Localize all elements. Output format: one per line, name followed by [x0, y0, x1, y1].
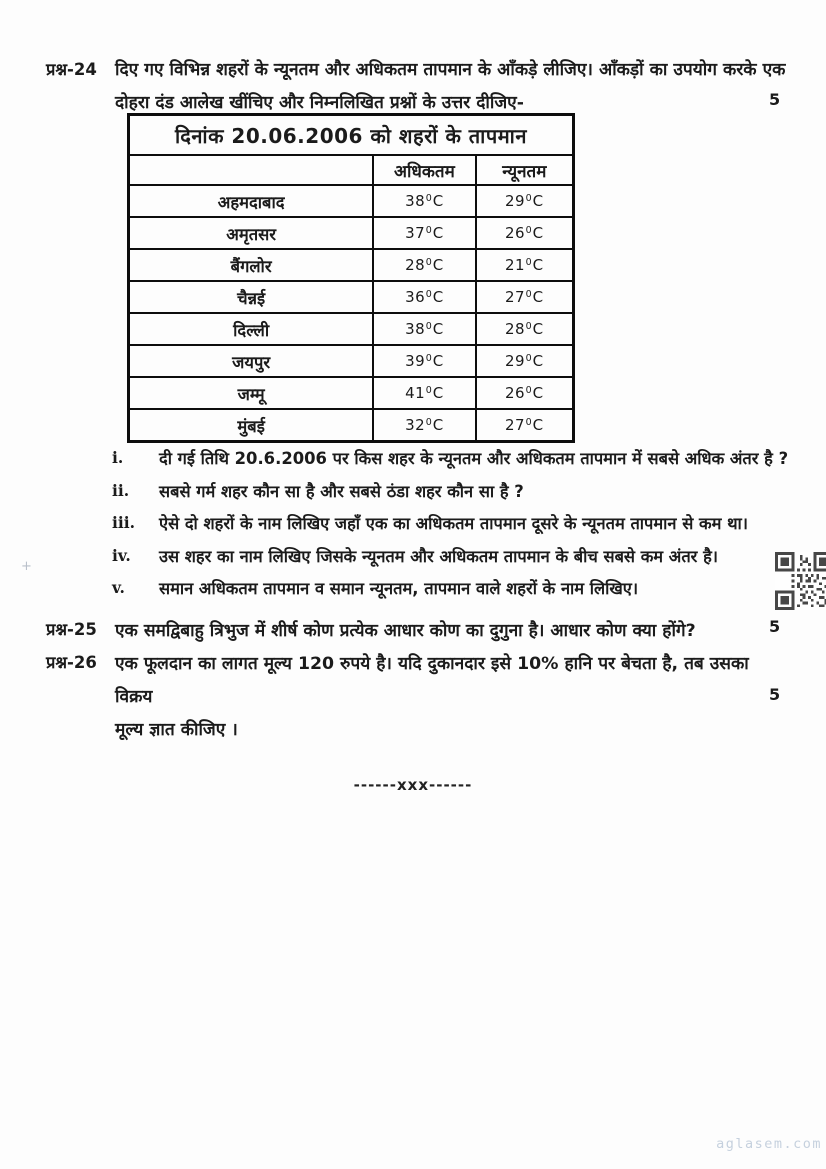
max-temperature-cell: $39^0C$	[373, 345, 475, 377]
question-25-marks: 5	[769, 617, 781, 636]
degree-symbol: 0	[425, 417, 433, 428]
degree-symbol: 0	[425, 353, 433, 364]
sub-question-list	[112, 446, 812, 609]
table-row	[129, 185, 574, 217]
max-temperature-cell: $41^0C$	[373, 377, 475, 409]
min-temperature-cell: $26^0C$	[476, 217, 574, 249]
question-25-label: प्रश्न-25	[46, 620, 97, 639]
sub-question-row	[112, 576, 812, 609]
min-temperature-cell: $29^0C$	[476, 185, 574, 217]
sub-question-text: उस शहर का नाम लिखिए जिसके न्यूनतम और अधिकतम तापमान के बीच सबसे कम अंतर है।	[159, 546, 719, 566]
question-26-marks: 5	[769, 685, 781, 704]
min-temperature-cell: $29^0C$	[476, 345, 574, 377]
question-24-text	[115, 54, 807, 120]
temperature-table-container	[127, 113, 575, 443]
question-26-label: प्रश्न-26	[46, 653, 97, 672]
column-header-minimum: न्यूनतम	[476, 155, 574, 185]
question-24-line1: दिए गए विभिन्न शहरों के न्यूनतम और अधिकतम तापमान के आँकड़े लीजिए। आँकड़ों का उपयोग करके एक	[115, 60, 786, 80]
degree-symbol: 0	[425, 385, 433, 396]
degree-symbol: 0	[525, 289, 533, 300]
degree-symbol: 0	[425, 225, 433, 236]
qr-code	[775, 552, 826, 610]
min-temperature-cell: $27^0C$	[476, 281, 574, 313]
sub-question-row	[112, 446, 812, 479]
city-name-cell: अहमदाबाद	[129, 185, 374, 217]
table-row	[129, 217, 574, 249]
city-name-cell: जम्मू	[129, 377, 374, 409]
degree-symbol: 0	[425, 321, 433, 332]
end-of-paper-separator: ------xxx------	[353, 776, 473, 794]
max-temperature-cell: $28^0C$	[373, 249, 475, 281]
column-header-maximum: अधिकतम	[373, 155, 475, 185]
degree-symbol: 0	[525, 353, 533, 364]
degree-symbol: 0	[425, 193, 433, 204]
max-temperature-cell: $37^0C$	[373, 217, 475, 249]
degree-symbol: 0	[525, 193, 533, 204]
question-24-label: प्रश्न-24	[46, 60, 97, 79]
temperature-table	[127, 113, 575, 443]
scan-artifact-plus: +	[21, 559, 32, 574]
max-temperature-cell: $32^0C$	[373, 409, 475, 442]
sub-question-text: सबसे गर्म शहर कौन सा है और सबसे ठंडा शहर कौन सा है ?	[159, 481, 524, 501]
column-header-city	[129, 155, 374, 185]
min-temperature-cell: $21^0C$	[476, 249, 574, 281]
table-row	[129, 345, 574, 377]
city-name-cell: अमृतसर	[129, 217, 374, 249]
degree-symbol: 0	[525, 257, 533, 268]
table-row	[129, 249, 574, 281]
sub-question-text: ऐसे दो शहरों के नाम लिखिए जहाँ एक का अधिकतम तापमान दूसरे के न्यूनतम तापमान से कम था।	[159, 514, 749, 534]
max-temperature-cell: $38^0C$	[373, 313, 475, 345]
table-title: दिनांक 20.06.2006 को शहरों के तापमान	[129, 115, 574, 156]
degree-symbol: 0	[525, 385, 533, 396]
table-title-row	[129, 115, 574, 156]
question-25-text: एक समद्विबाहु त्रिभुज में शीर्ष कोण प्रत्येक आधार कोण का दुगुना है। आधार कोण क्या होंगे?	[115, 621, 696, 641]
table-header-row	[129, 155, 574, 185]
sub-question-row	[112, 544, 812, 577]
degree-symbol: 0	[425, 289, 433, 300]
city-name-cell: मुंबई	[129, 409, 374, 442]
table-row	[129, 377, 574, 409]
question-26-text	[115, 648, 775, 747]
degree-symbol: 0	[525, 417, 533, 428]
table-row	[129, 281, 574, 313]
sub-question-numeral: i.	[112, 448, 124, 467]
sub-question-numeral: v.	[112, 578, 125, 598]
sub-question-row	[112, 511, 812, 544]
degree-symbol: 0	[425, 257, 433, 268]
sub-question-numeral: iii.	[112, 513, 136, 533]
table-row	[129, 313, 574, 345]
city-name-cell: दिल्ली	[129, 313, 374, 345]
city-name-cell: बैंगलोर	[129, 249, 374, 281]
sub-question-text: समान अधिकतम तापमान व समान न्यूनतम, तापमान वाले शहरों के नाम लिखिए।	[159, 579, 639, 599]
degree-symbol: 0	[525, 321, 533, 332]
min-temperature-cell: $27^0C$	[476, 409, 574, 442]
question-26-line1: एक फूलदान का लागत मूल्य 120 रुपये है। यदि दुकानदार इसे 10% हानि पर बेचता है, तब उसका विक्रय	[115, 654, 749, 707]
degree-symbol: 0	[525, 225, 533, 236]
watermark-text: aglasem.com	[716, 1136, 822, 1152]
question-24-line2: दोहरा दंड आलेख खींचिए और निम्नलिखित प्रश्नों के उत्तर दीजिए-	[115, 93, 524, 113]
max-temperature-cell: $36^0C$	[373, 281, 475, 313]
sub-question-text: दी गई तिथि 20.6.2006 पर किस शहर के न्यूनतम और अधिकतम तापमान में सबसे अधिक अंतर है ?	[159, 449, 789, 468]
sub-question-numeral: ii.	[112, 480, 130, 500]
min-temperature-cell: $26^0C$	[476, 377, 574, 409]
table-row	[129, 409, 574, 442]
sub-question-row	[112, 479, 812, 512]
city-name-cell: जयपुर	[129, 345, 374, 377]
question-24-marks: 5	[769, 90, 781, 109]
min-temperature-cell: $28^0C$	[476, 313, 574, 345]
sub-question-numeral: iv.	[112, 545, 131, 565]
max-temperature-cell: $38^0C$	[373, 185, 475, 217]
question-26-line2: मूल्य ज्ञात कीजिए ।	[115, 720, 238, 740]
city-name-cell: चैन्नई	[129, 281, 374, 313]
temperature-table-body	[129, 185, 574, 442]
